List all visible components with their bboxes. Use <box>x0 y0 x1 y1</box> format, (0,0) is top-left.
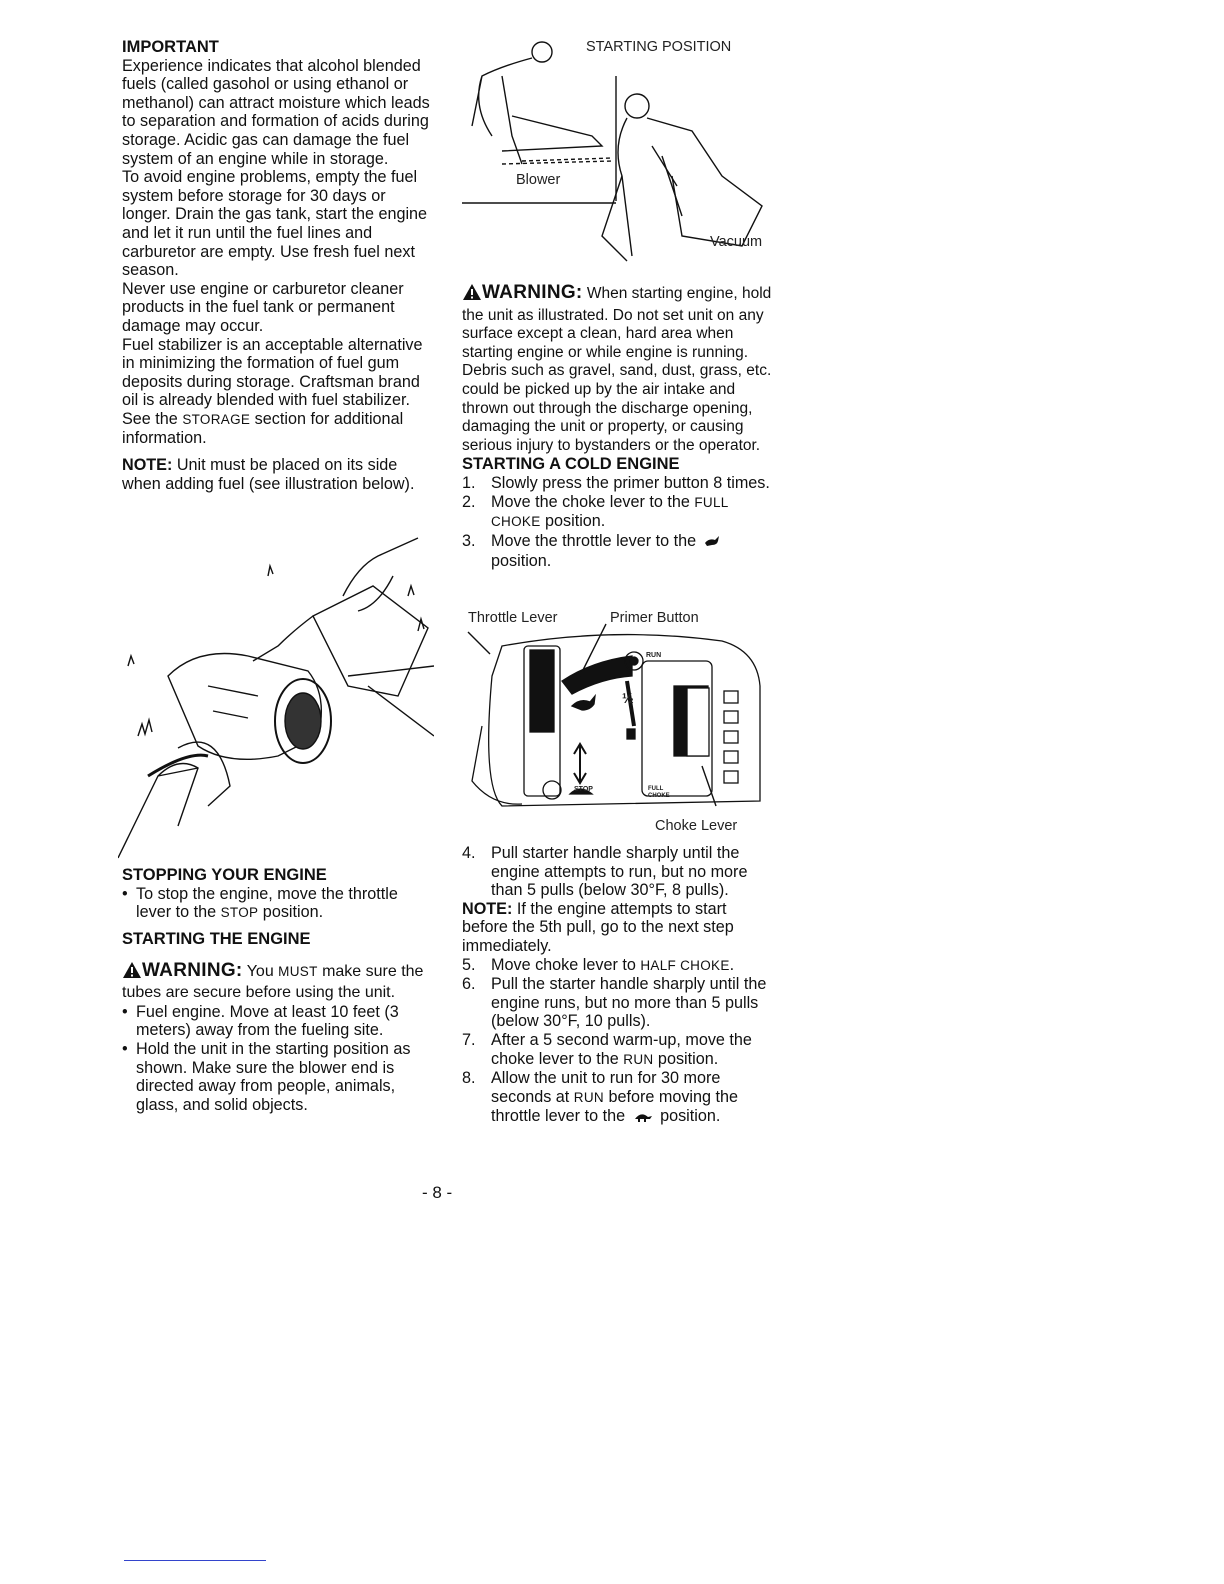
stopping-bullet: • To stop the engine, move the throttle lever to the STOP position. <box>122 885 434 923</box>
rabbit-icon <box>703 534 721 553</box>
primer-button-label: Primer Button <box>610 610 699 626</box>
right-column <box>462 283 774 571</box>
control-panel-figure <box>462 606 774 838</box>
throttle-lever-label: Throttle Lever <box>468 610 558 626</box>
stop-label: STOP <box>574 786 593 793</box>
page-number: - 8 - <box>422 1183 453 1202</box>
step-1: 1. Slowly press the primer button 8 times. <box>462 473 770 492</box>
turtle-icon <box>633 1108 653 1127</box>
fueling-illustration <box>118 536 434 862</box>
important-paragraph-2: To avoid engine problems, empty the fuel system before storage for 30 days or longer. Drain the gas tank, start the engine and let it run until the fuel lines and carburetor are empty. Use fresh fuel next season. <box>122 168 428 280</box>
run-label: RUN <box>646 652 662 659</box>
cold-engine-heading: STARTING A COLD ENGINE <box>462 455 680 474</box>
cold-engine-note: NOTE: If the engine attempts to start before the 5th pull, go to the next step immediately. <box>462 899 734 955</box>
step-3: 3. Move the throttle lever to the position. <box>462 532 774 571</box>
step-8: 8. Allow the unit to run for 30 more seconds at RUN before moving the throttle lever to the position. <box>462 1069 739 1126</box>
full-choke-label: FULL CHOKE <box>648 786 670 799</box>
starting-heading: STARTING THE ENGINE <box>122 930 311 949</box>
important-paragraph-3: Never use engine or carburetor cleaner products in the fuel tank or permanent damage may occur. <box>122 279 404 335</box>
step-7: 7. After a 5 second warm-up, move the choke lever to the RUN position. <box>462 1030 752 1068</box>
step-5: 5. Move choke lever to HALF CHOKE. <box>462 955 735 974</box>
warning-triangle-icon <box>122 961 142 984</box>
important-heading: IMPORTANT <box>122 38 219 56</box>
starting-position-figure <box>462 36 774 266</box>
bullet-fuel-engine: • Fuel engine. Move at least 10 feet (3 meters) away from the fueling site. <box>122 1003 434 1040</box>
warning-tubes: WARNING: You MUST make sure the tubes are secure before using the unit. <box>122 959 424 1002</box>
stopping-heading: STOPPING YOUR ENGINE <box>122 866 327 885</box>
step-4: 4. Pull starter handle sharply until the engine attempts to run, but no more than 5 pulls (below 30°F, 8 pulls). <box>462 844 748 900</box>
warning-starting: WARNING: When starting engine, hold the unit as illustrated. Do not set unit on any surface except a clean, hard area when starting engine or while engine is running. Debris such as gravel, sand, dust, grass, etc. could be picked up by the air intake and thrown out through the discharge opening, damaging the unit or property, or causing serious injury to bystanders or the operator. <box>462 282 772 454</box>
step-6: 6. Pull the starter handle sharply until the engine runs, but no more than 5 pulls (below 30°F, 10 pulls). <box>462 975 767 1031</box>
bottom-rule <box>124 1560 266 1561</box>
blower-label: Blower <box>516 172 561 188</box>
vacuum-label: Vacuum <box>710 234 763 250</box>
half-label: ½ <box>622 690 634 706</box>
important-paragraph-1: Experience indicates that alcohol blended fuels (called gasohol or using ethanol or methanol) can attract moisture which leads to separation and formation of acids during storage. Acidic gas can damage the fuel system of an engine while in storage. <box>122 56 430 168</box>
bullet-hold-unit: • Hold the unit in the starting position as shown. Make sure the blower end is directed away from people, animals, glass, and solid objects. <box>122 1040 434 1114</box>
step-2: 2. Move the choke lever to the FULL CHOKE position. <box>462 492 729 531</box>
starting-position-label: STARTING POSITION <box>586 39 732 55</box>
important-paragraph-4: Fuel stabilizer is an acceptable alternative in minimizing the formation of fuel gum deposits during storage. Craftsman brand oil is already blended with fuel stabilizer. See the STORAGE section for additional information. <box>122 335 423 448</box>
right-column-continued <box>462 844 774 1127</box>
fueling-note: NOTE: Unit must be placed on its side when adding fuel (see illustration below). <box>122 456 415 493</box>
choke-lever-label: Choke Lever <box>655 818 738 834</box>
warning-triangle-icon <box>462 283 482 307</box>
